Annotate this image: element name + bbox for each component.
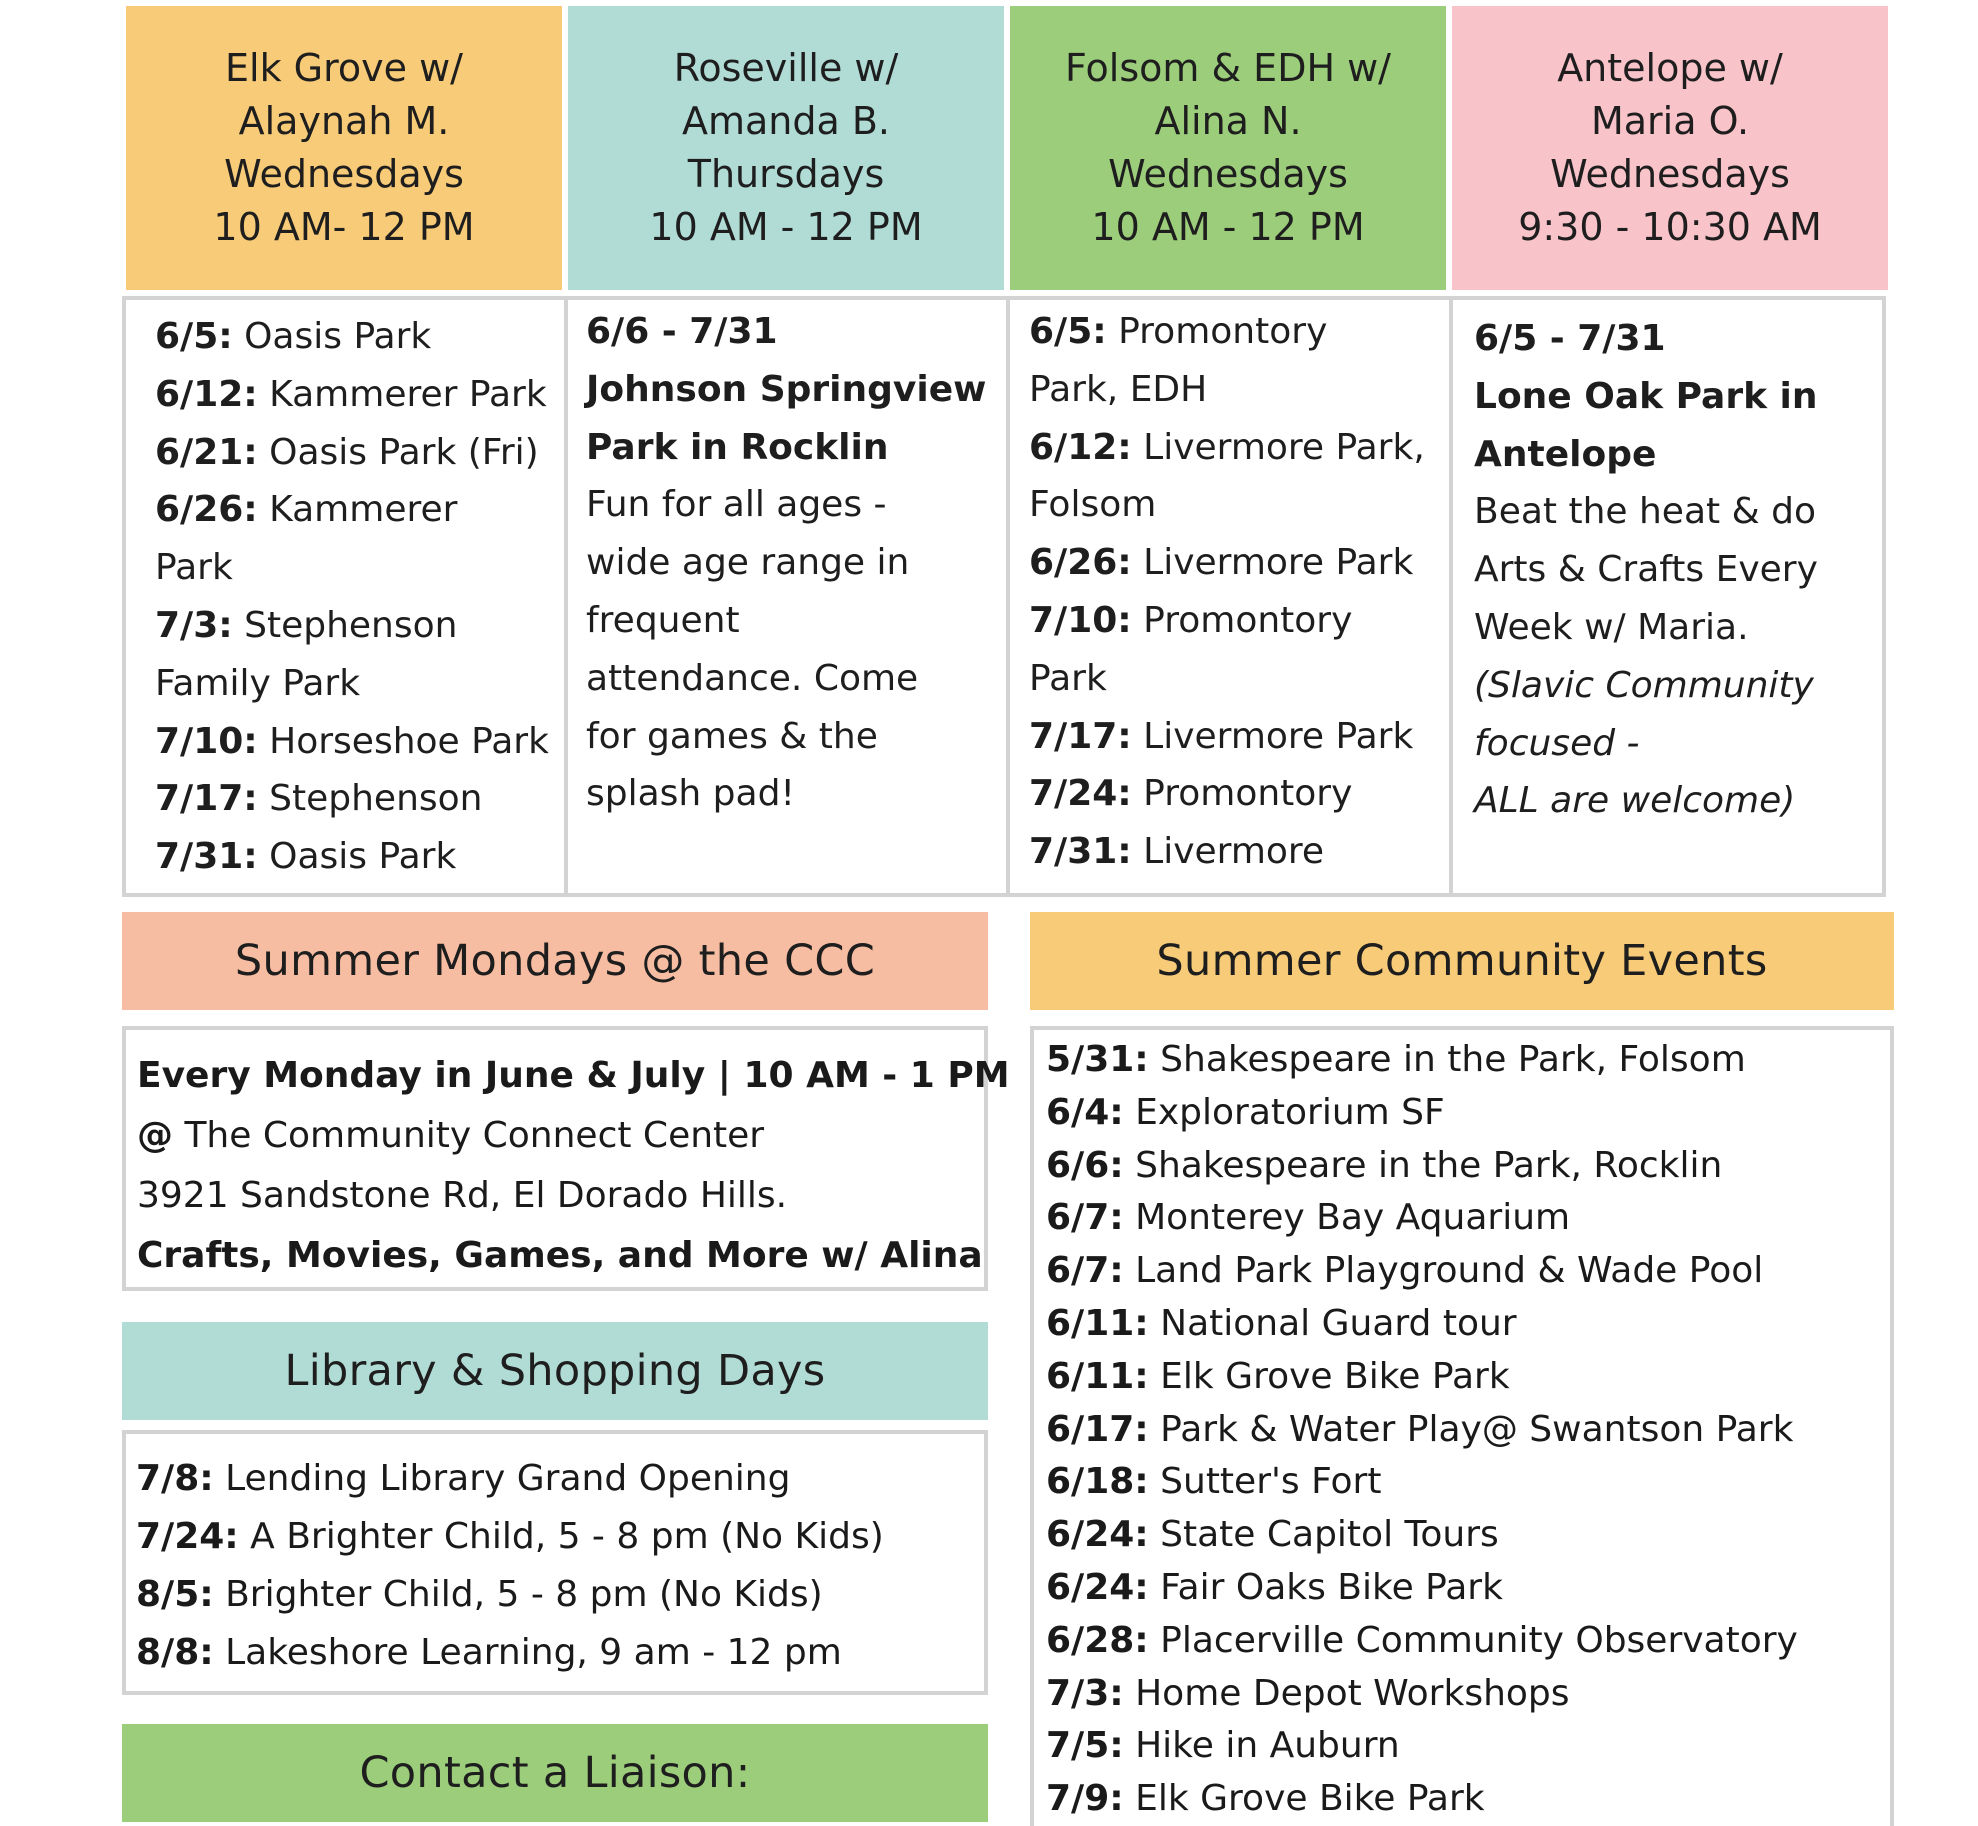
library-entry: 8/8: Lakeshore Learning, 9 am - 12 pm bbox=[136, 1632, 842, 1673]
header-line: Wednesdays bbox=[224, 152, 464, 196]
library-box bbox=[122, 1430, 988, 1695]
header-line: 10 AM - 12 PM bbox=[1091, 205, 1365, 249]
column-divider bbox=[564, 296, 568, 897]
mondays-header bbox=[122, 912, 988, 1010]
header-line: Alina N. bbox=[1154, 99, 1302, 143]
library-title: Library & Shopping Days bbox=[284, 1346, 826, 1396]
header-line: Alaynah M. bbox=[238, 99, 450, 143]
library-header bbox=[122, 1322, 988, 1420]
mondays-address: 3921 Sandstone Rd, El Dorado Hills. bbox=[137, 1175, 788, 1216]
schedule-entry: Folsom bbox=[1029, 484, 1157, 526]
header-line: Maria O. bbox=[1590, 99, 1750, 143]
note-line: (Slavic Community bbox=[1474, 664, 1814, 706]
date-range: 6/5 - 7/31 bbox=[1474, 318, 1666, 359]
column-divider bbox=[1006, 296, 1010, 897]
header-line: Wednesdays bbox=[1108, 152, 1348, 196]
library-entry: 7/24: A Brighter Child, 5 - 8 pm (No Kids) bbox=[136, 1516, 884, 1557]
event-entry: 5/31: Shakespeare in the Park, Folsom bbox=[1046, 1039, 1746, 1080]
schedule-entry: 7/10: Horseshoe Park bbox=[155, 720, 549, 762]
park-name: Park in Rocklin bbox=[586, 426, 889, 468]
schedule-entry: 6/26: Kammerer bbox=[155, 489, 458, 531]
mondays-location: @ The Community Connect Center bbox=[137, 1115, 765, 1156]
mondays-schedule: Every Monday in June & July | 10 AM - 1 PM bbox=[137, 1055, 1010, 1096]
event-entry: 6/17: Park & Water Play@ Swantson Park bbox=[1046, 1408, 1794, 1450]
event-entry: 7/3: Home Depot Workshops bbox=[1046, 1672, 1570, 1714]
note-line: focused - bbox=[1474, 722, 1640, 764]
description-line: Fun for all ages - bbox=[586, 484, 887, 526]
header-line: Elk Grove w/ bbox=[225, 46, 463, 90]
schedule-entry: Park bbox=[1029, 657, 1107, 699]
header-roseville bbox=[568, 6, 1004, 290]
contact-header bbox=[122, 1724, 988, 1822]
schedule-entry: Park, EDH bbox=[1029, 368, 1208, 410]
roseville-schedule bbox=[586, 303, 1002, 896]
schedule-entry: 7/3: Stephenson bbox=[155, 604, 458, 646]
schedule-entry: 6/5: Promontory bbox=[1029, 311, 1328, 352]
library-entry: 7/8: Lending Library Grand Opening bbox=[136, 1458, 791, 1499]
antelope-schedule bbox=[1474, 310, 1880, 903]
events-box bbox=[1030, 1026, 1894, 1826]
schedule-entry: 6/21: Oasis Park (Fri) bbox=[155, 431, 539, 473]
description-line: Arts & Crafts Every bbox=[1474, 549, 1818, 591]
note-line: ALL are welcome) bbox=[1474, 780, 1796, 822]
schedule-entry: Family Park bbox=[155, 662, 361, 704]
schedule-entry: 6/5: Oasis Park bbox=[155, 316, 432, 357]
folsom-edh-schedule bbox=[1029, 303, 1445, 896]
elk-grove-schedule bbox=[155, 308, 561, 901]
description-line: wide age range in bbox=[586, 542, 910, 584]
schedule-entry: 6/26: Livermore Park bbox=[1029, 542, 1414, 584]
header-line: 10 AM- 12 PM bbox=[213, 205, 475, 249]
description-line: attendance. Come bbox=[586, 657, 919, 699]
event-entry: 6/11: National Guard tour bbox=[1046, 1302, 1517, 1344]
library-entry: 8/5: Brighter Child, 5 - 8 pm (No Kids) bbox=[136, 1574, 823, 1615]
park-name: Johnson Springview bbox=[586, 368, 987, 410]
description-line: Week w/ Maria. bbox=[1474, 606, 1749, 648]
mondays-box bbox=[122, 1026, 1010, 1291]
park-name: Antelope bbox=[1474, 433, 1657, 475]
header-antelope bbox=[1452, 6, 1888, 290]
schedule-entry: 6/12: Livermore Park, bbox=[1029, 426, 1425, 468]
header-elk-grove bbox=[126, 6, 562, 290]
header-line: 10 AM - 12 PM bbox=[649, 205, 923, 249]
park-name: Lone Oak Park in bbox=[1474, 375, 1818, 417]
header-line: Amanda B. bbox=[681, 99, 891, 143]
schedule-entry: 7/17: Stephenson bbox=[155, 778, 483, 820]
event-entry: 6/7: Land Park Playground & Wade Pool bbox=[1046, 1250, 1764, 1292]
mondays-title: Summer Mondays @ the CCC bbox=[234, 936, 876, 986]
event-entry: 6/6: Shakespeare in the Park, Rocklin bbox=[1046, 1144, 1723, 1186]
schedule-entry: Park bbox=[155, 547, 233, 589]
header-line: Roseville w/ bbox=[673, 46, 899, 90]
description-line: splash pad! bbox=[586, 773, 795, 815]
schedule-entry: 7/10: Promontory bbox=[1029, 599, 1353, 641]
description-line: Beat the heat & do bbox=[1474, 491, 1816, 533]
header-line: Thursdays bbox=[687, 152, 885, 196]
header-line: 9:30 - 10:30 AM bbox=[1518, 205, 1822, 249]
event-entry: 6/24: Fair Oaks Bike Park bbox=[1046, 1566, 1503, 1608]
description-line: for games & the bbox=[586, 715, 878, 757]
events-header bbox=[1030, 912, 1894, 1010]
header-line: Wednesdays bbox=[1550, 152, 1790, 196]
description-line: frequent bbox=[586, 599, 740, 641]
header-folsom-edh bbox=[1010, 6, 1446, 290]
event-entry: 6/11: Elk Grove Bike Park bbox=[1046, 1355, 1510, 1397]
events-title: Summer Community Events bbox=[1156, 936, 1768, 986]
schedule-entry: 6/12: Kammerer Park bbox=[155, 373, 547, 415]
schedule-entry: 7/24: Promontory bbox=[1029, 773, 1353, 815]
mondays-activities: Crafts, Movies, Games, and More w/ Alina bbox=[137, 1235, 983, 1276]
contact-title: Contact a Liaison: bbox=[359, 1748, 751, 1798]
event-entry: 6/28: Placerville Community Observatory bbox=[1046, 1619, 1798, 1661]
header-line: Antelope w/ bbox=[1557, 46, 1783, 90]
schedule-entry: 7/31: Oasis Park bbox=[155, 836, 457, 878]
event-entry: 6/18: Sutter's Fort bbox=[1046, 1461, 1382, 1503]
date-range: 6/6 - 7/31 bbox=[586, 311, 778, 352]
schedule-entry: 7/17: Livermore Park bbox=[1029, 715, 1414, 757]
header-line: Folsom & EDH w/ bbox=[1065, 46, 1391, 90]
event-entry: 6/24: State Capitol Tours bbox=[1046, 1514, 1499, 1556]
event-entry: 7/9: Elk Grove Bike Park bbox=[1046, 1778, 1485, 1820]
event-entry: 6/4: Exploratorium SF bbox=[1046, 1091, 1445, 1133]
event-entry: 6/7: Monterey Bay Aquarium bbox=[1046, 1197, 1571, 1239]
schedule-entry: 7/31: Livermore bbox=[1029, 831, 1325, 873]
column-divider bbox=[1449, 296, 1453, 897]
event-entry: 7/5: Hike in Auburn bbox=[1046, 1725, 1400, 1767]
